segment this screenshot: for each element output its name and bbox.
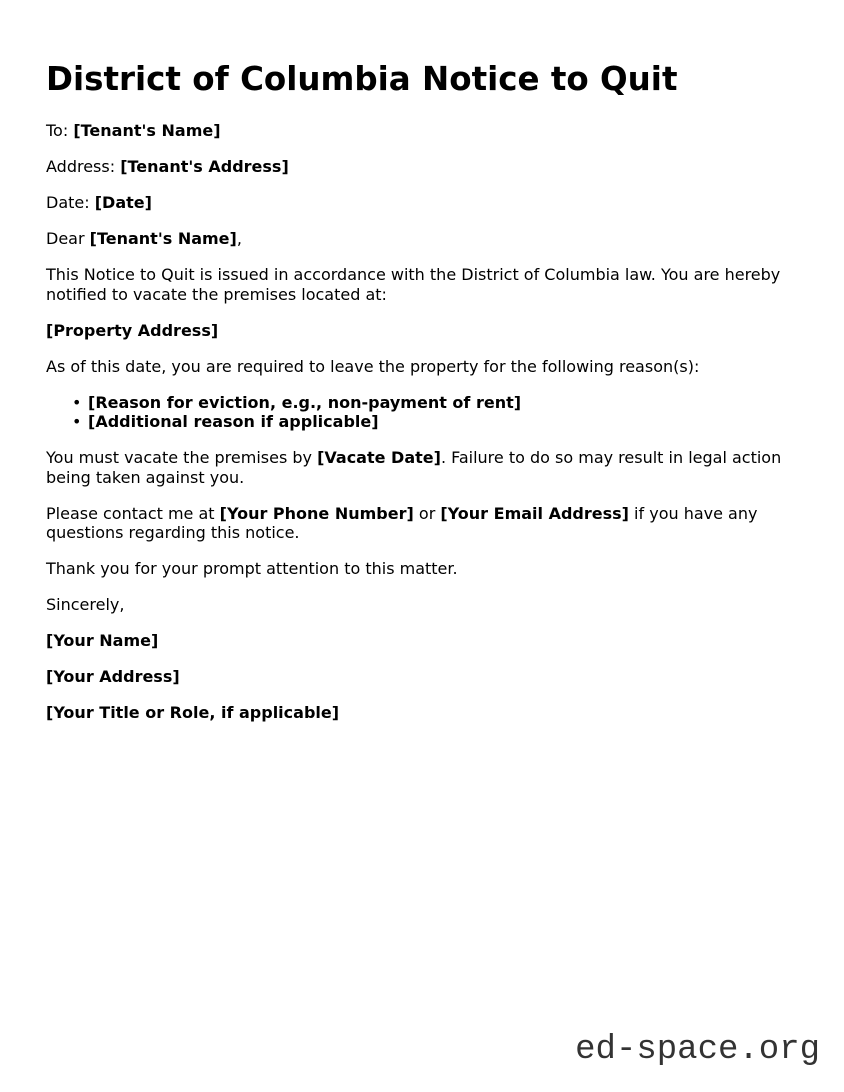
document-title: District of Columbia Notice to Quit (46, 60, 678, 98)
reasons-list (46, 393, 806, 432)
address-line (46, 157, 806, 177)
salutation (46, 229, 806, 249)
date-label: Date: (46, 193, 95, 212)
email-placeholder: [Your Email Address] (440, 503, 629, 523)
property-address (46, 321, 806, 341)
date-line (46, 193, 806, 213)
property-address-placeholder: [Property Address] (46, 320, 219, 340)
intro-paragraph: This Notice to Quit is issued in accordance with the District of Columbia law. You are hereby notified to vacate the premises located at: (46, 265, 781, 304)
signature-name (46, 631, 806, 651)
thanks-paragraph: Thank you for your prompt attention to this matter. (46, 559, 458, 578)
salutation-tenant-name: [Tenant's Name] (89, 229, 237, 248)
your-name-placeholder: [Your Name] (46, 631, 159, 650)
bullet-icon: • (72, 392, 82, 412)
bullet-icon: • (72, 412, 82, 431)
contact-suffix: if you have any questions regarding this notice. (46, 503, 758, 542)
to-line (46, 121, 806, 141)
vacate-suffix: . Failure to do so may result in legal action being taken against you. (46, 448, 782, 487)
vacate-paragraph (46, 448, 806, 487)
address-label: Address: (46, 157, 121, 176)
contact-middle: or (413, 503, 441, 523)
reasons-intro: As of this date, you are required to leave the property for the following reason(s): (46, 356, 700, 376)
reason-item (72, 392, 806, 413)
document-body (46, 121, 806, 739)
to-label: To: (46, 121, 74, 140)
salutation-suffix: , (236, 229, 242, 248)
phone-placeholder: [Your Phone Number] (219, 503, 414, 523)
watermark: ed-space.org (575, 1031, 820, 1069)
tenant-name-placeholder: [Tenant's Name] (73, 121, 221, 140)
signature-title (46, 703, 806, 723)
signature-address (46, 667, 806, 687)
reason-text: [Reason for eviction, e.g., non-payment of rent] (88, 392, 522, 412)
tenant-address-placeholder: [Tenant's Address] (120, 157, 289, 176)
reason-text: [Additional reason if applicable] (88, 412, 379, 431)
closing: Sincerely, (46, 595, 125, 614)
vacate-prefix: You must vacate the premises by (46, 448, 318, 467)
your-address-placeholder: [Your Address] (46, 667, 180, 686)
salutation-prefix: Dear (46, 229, 90, 248)
reason-item (72, 412, 806, 432)
contact-prefix: Please contact me at (46, 503, 220, 523)
vacate-date-placeholder: [Vacate Date] (317, 448, 441, 467)
contact-paragraph (46, 504, 806, 543)
date-placeholder: [Date] (94, 193, 152, 212)
your-title-placeholder: [Your Title or Role, if applicable] (46, 703, 340, 722)
